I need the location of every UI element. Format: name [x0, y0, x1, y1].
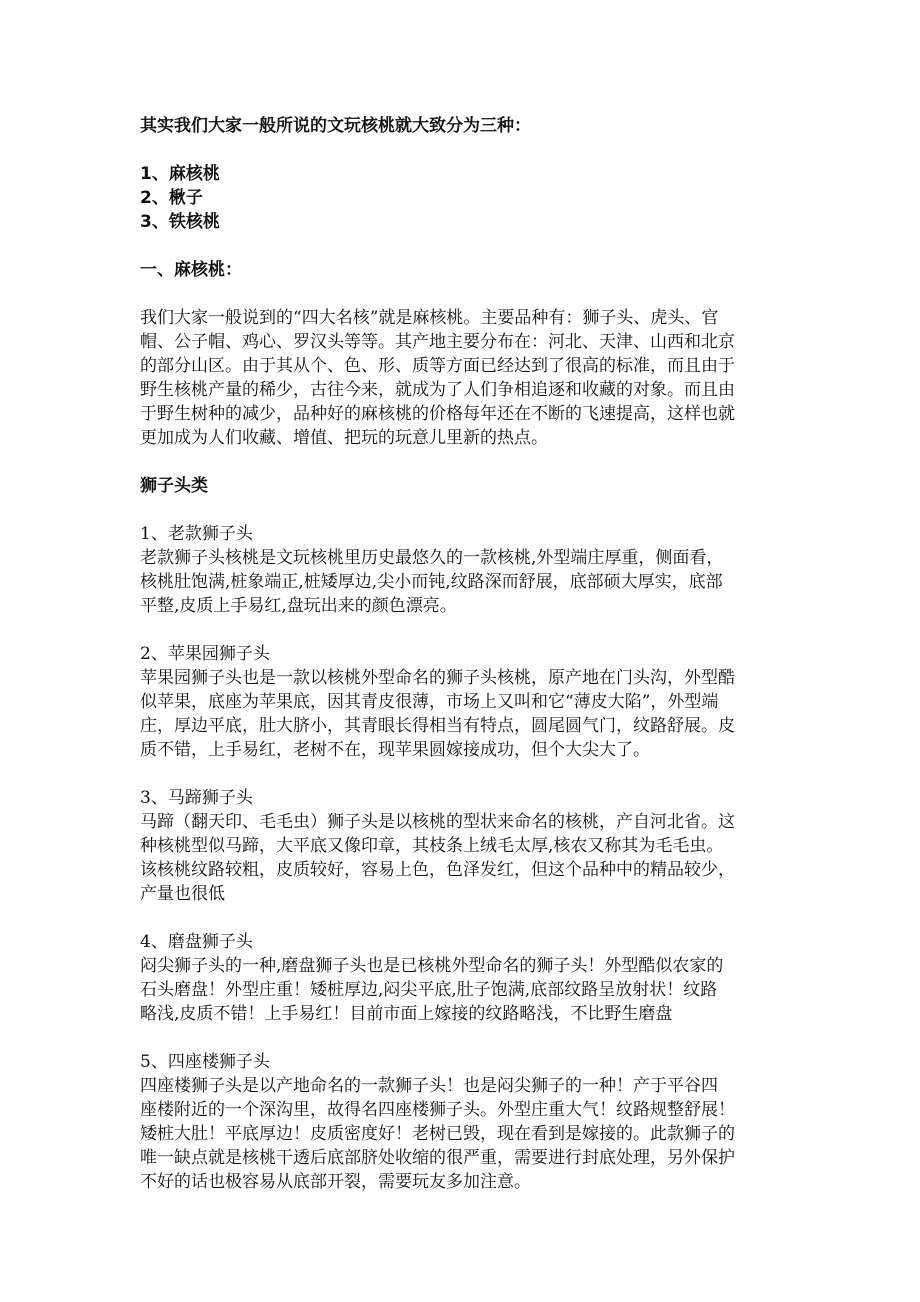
paragraph-line: 帽、公子帽、鸡心、罗汉头等等。其产地主要分布在：河北、天津、山西和北京	[140, 332, 735, 352]
paragraph-line: 四座楼狮子头是以产地命名的一款狮子头！也是闷尖狮子的一种！产于平谷四	[140, 1076, 718, 1096]
paragraph-line: 唯一缺点就是核桃干透后底部脐处收缩的很严重，需要进行封底处理，另外保护	[140, 1148, 735, 1168]
varieties-list	[140, 522, 800, 1194]
paragraph-line: 该核桃纹路较粗，皮质较好，容易上色，色泽发红，但这个品种中的精品较少，	[140, 860, 735, 880]
variety-block	[140, 522, 800, 618]
paragraph-line: 矮桩大肚！平底厚边！皮质密度好！老树已毁，现在看到是嫁接的。此款狮子的	[140, 1124, 735, 1144]
variety-name: 1、老款狮子头	[140, 524, 253, 544]
paragraph-line: 质不错，上手易红，老树不在，现苹果圆嫁接成功，但个大尖大了。	[140, 740, 650, 760]
paragraph-line: 马蹄（翻天印、毛毛虫）狮子头是以核桃的型状来命名的核桃，产自河北省。这	[140, 812, 735, 832]
list-item: 2、楸子	[140, 188, 203, 208]
document-page	[140, 114, 800, 1194]
paragraph-line: 野生核桃产量的稀少，古往今来，就成为了人们争相追逐和收藏的对象。而且由	[140, 380, 735, 400]
list-item: 3、铁核桃	[140, 212, 220, 232]
subsection-heading: 狮子头类	[140, 476, 208, 496]
paragraph-line: 老款狮子头核桃是文玩核桃里历史最悠久的一款核桃,外型端庄厚重，侧面看，	[140, 548, 724, 568]
paragraph-line: 略浅,皮质不错！上手易红！目前市面上嫁接的纹路略浅，不比野生磨盘	[140, 1004, 673, 1024]
paragraph-line: 平整,皮质上手易红,盘玩出来的颜色漂亮。	[140, 596, 457, 616]
variety-block	[140, 642, 800, 762]
variety-name: 3、马蹄狮子头	[140, 788, 253, 808]
variety-name: 5、四座楼狮子头	[140, 1052, 270, 1072]
paragraph-line: 更加成为人们收藏、增值、把玩的玩意儿里新的热点。	[140, 428, 548, 448]
paragraph-line: 似苹果，底座为苹果底，因其青皮很薄，市场上又叫和它“薄皮大陷”，外型端	[140, 692, 719, 712]
paragraph-line: 的部分山区。由于其从个、色、形、质等方面已经达到了很高的标准，而且由于	[140, 356, 735, 376]
intro-paragraph	[140, 306, 800, 450]
paragraph-line: 庄，厚边平底，肚大脐小，其青眼长得相当有特点，圆尾圆气门，纹路舒展。皮	[140, 716, 735, 736]
paragraph-line: 我们大家一般说到的“四大名核”就是麻核桃。主要品种有：狮子头、虎头、官	[140, 308, 719, 328]
paragraph-line: 于野生树种的减少，品种好的麻核桃的价格每年还在不断的飞速提高，这样也就	[140, 404, 735, 424]
paragraph-line: 闷尖狮子头的一种,磨盘狮子头也是已核桃外型命名的狮子头！外型酷似农家的	[140, 956, 724, 976]
paragraph-line: 座楼附近的一个深沟里，故得名四座楼狮子头。外型庄重大气！纹路规整舒展！	[140, 1100, 735, 1120]
section-heading: 一、麻核桃：	[140, 260, 242, 280]
variety-name: 4、磨盘狮子头	[140, 932, 253, 952]
paragraph-line: 苹果园狮子头也是一款以核桃外型命名的狮子头核桃，原产地在门头沟，外型酷	[140, 668, 735, 688]
document-title: 其实我们大家一般所说的文玩核桃就大致分为三种：	[140, 116, 531, 136]
variety-name: 2、苹果园狮子头	[140, 644, 270, 664]
paragraph-line: 产量也很低	[140, 884, 225, 904]
paragraph-line: 核桃肚饱满,桩象端正,桩矮厚边,尖小而钝,纹路深而舒展，底部硕大厚实，底部	[140, 572, 723, 592]
walnut-types-list	[140, 162, 800, 234]
paragraph-line: 不好的话也极容易从底部开裂，需要玩友多加注意。	[140, 1172, 531, 1192]
paragraph-line: 石头磨盘！外型庄重！矮桩厚边,闷尖平底,肚子饱满,底部纹路呈放射状！纹路	[140, 980, 718, 1000]
variety-block	[140, 786, 800, 906]
variety-block	[140, 1050, 800, 1194]
paragraph-line: 种核桃型似马蹄，大平底又像印章，其枝条上绒毛太厚,核农又称其为毛毛虫。	[140, 836, 724, 856]
variety-block	[140, 930, 800, 1026]
list-item: 1、麻核桃	[140, 164, 220, 184]
